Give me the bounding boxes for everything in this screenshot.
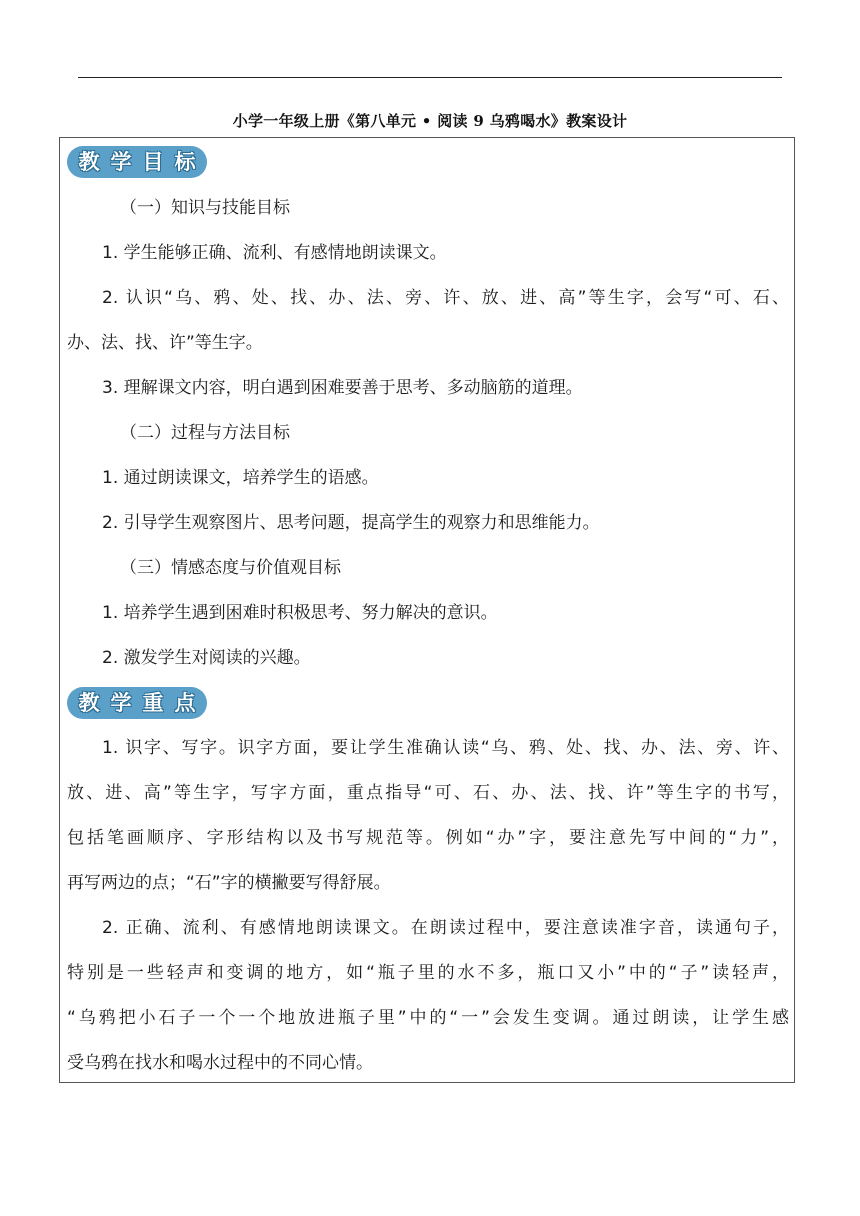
- objectives-line: 2. 认识“乌、鸦、处、找、办、法、旁、许、放、进、高”等生字，会写“可、石、: [102, 288, 789, 308]
- objectives-line: （三）情感态度与价值观目标: [120, 558, 341, 578]
- badge-char: 学: [110, 691, 132, 715]
- badge-char: 目: [142, 150, 164, 174]
- badge-char: 点: [174, 691, 196, 715]
- objectives-line: （二）过程与方法目标: [120, 423, 290, 443]
- objectives-line: 2. 引导学生观察图片、思考问题，提高学生的观察力和思维能力。: [102, 513, 600, 533]
- keypoints-line: 特别是一些轻声和变调的地方，如“瓶子里的水不多，瓶口又小”中的“子”读轻声，: [67, 963, 789, 983]
- document-title: 小学一年级上册《第八单元 • 阅读 9 乌鸦喝水》教案设计: [232, 112, 628, 130]
- objectives-line: 1. 通过朗读课文，培养学生的语感。: [102, 468, 379, 488]
- keypoints-line: 包括笔画顺序、字形结构以及书写规范等。例如“办”字，要注意先写中间的“力”，: [67, 828, 789, 848]
- section-badge-keypoints: [67, 687, 207, 719]
- badge-char: 重: [142, 691, 164, 715]
- badge-char: 标: [174, 150, 196, 174]
- badge-char: 学: [110, 150, 132, 174]
- keypoints-line: “乌鸦把小石子一个一个地放进瓶子里”中的“一”会发生变调。通过朗读，让学生感: [67, 1008, 789, 1028]
- objectives-line: 2. 激发学生对阅读的兴趣。: [102, 648, 311, 668]
- keypoints-line: 受乌鸦在找水和喝水过程中的不同心情。: [67, 1053, 373, 1073]
- objectives-line: 3. 理解课文内容，明白遇到困难要善于思考、多动脑筋的道理。: [102, 378, 583, 398]
- objectives-line: 1. 学生能够正确、流利、有感情地朗读课文。: [102, 243, 447, 263]
- keypoints-line: 放、进、高”等生字，写字方面，重点指导“可、石、办、法、找、许”等生字的书写，: [67, 783, 789, 803]
- objectives-line: 办、法、找、许”等生字。: [67, 333, 263, 353]
- keypoints-line: 1. 识字、写字。识字方面，要让学生准确认读“乌、鸦、处、找、办、法、旁、许、: [102, 738, 789, 758]
- badge-char: 教: [78, 691, 100, 715]
- keypoints-line: 2. 正确、流利、有感情地朗读课文。在朗读过程中，要注意读准字音，读通句子，: [102, 918, 789, 938]
- badge-char: 教: [78, 150, 100, 174]
- objectives-line: （一）知识与技能目标: [120, 198, 290, 218]
- section-badge-objectives: [67, 146, 207, 178]
- header-rule: [78, 77, 782, 78]
- objectives-line: 1. 培养学生遇到困难时积极思考、努力解决的意识。: [102, 603, 498, 623]
- keypoints-line: 再写两边的点；“石”字的横撇要写得舒展。: [67, 873, 391, 893]
